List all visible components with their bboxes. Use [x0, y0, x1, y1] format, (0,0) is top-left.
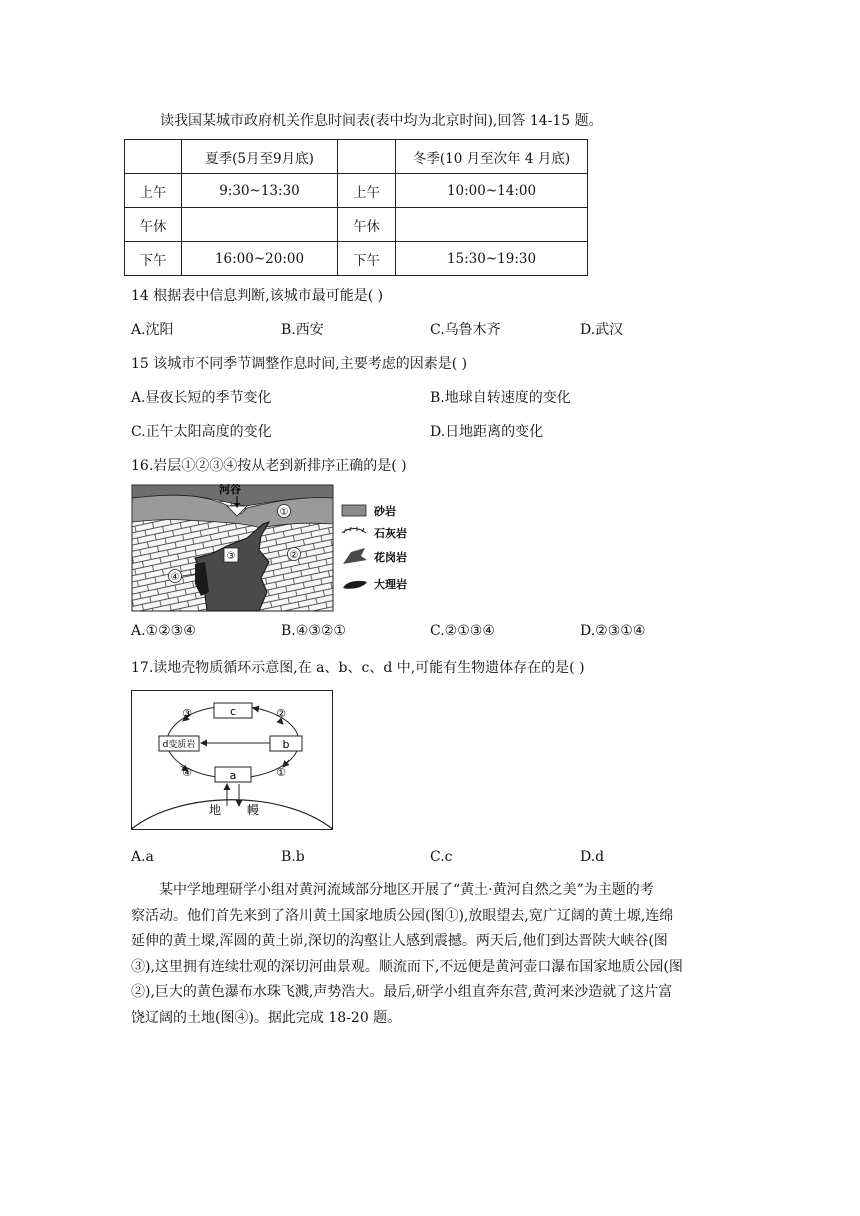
- question-14-stem: 14 根据表中信息判断,该城市最可能是( ): [131, 288, 384, 304]
- table-cell: 午休: [338, 208, 396, 242]
- box-d-label: d变质岩: [162, 740, 196, 750]
- earth-label-left: 地: [209, 803, 222, 817]
- question-17-stem: 17.读地壳物质循环示意图,在 a、b、c、d 中,可能有生物遗体存在的是( ): [131, 660, 585, 676]
- passage-line: ②),巨大的黄色瀑布水珠飞溅,声势浩大。最后,研学小组直奔东营,黄河来沙造就了这片富: [131, 984, 673, 1000]
- table-row: [125, 174, 588, 208]
- q14-option-c: C.乌鲁木齐: [430, 322, 501, 338]
- arrow-label-1: ①: [276, 766, 286, 779]
- q17-option-c: C.c: [430, 849, 453, 865]
- q17-option-a: A.a: [131, 849, 154, 865]
- table-cell: 上午: [125, 174, 182, 208]
- intro-text: 读我国某城市政府机关作息时间表(表中均为北京时间),回答 14-15 题。: [160, 113, 603, 129]
- table-cell: 上午: [338, 174, 396, 208]
- table-cell: 午休: [125, 208, 182, 242]
- q15-option-b: B.地球自转速度的变化: [430, 390, 571, 406]
- legend-swatch-granite: [343, 548, 367, 564]
- table-cell: [396, 208, 588, 242]
- q16-option-b: B.④③②①: [281, 623, 346, 639]
- legend-label: 花岗岩: [374, 551, 407, 564]
- question-16-stem: 16.岩层①②③④按从老到新排序正确的是( ): [131, 458, 407, 474]
- table-cell: [182, 208, 338, 242]
- question-15-stem: 15 该城市不同季节调整作息时间,主要考虑的因素是( ): [131, 356, 468, 372]
- box-b-label: b: [282, 738, 290, 751]
- reading-passage: [131, 878, 729, 1031]
- box-a-label: a: [229, 769, 237, 782]
- table-cell: 冬季(10 月至次年 4 月底): [396, 140, 588, 174]
- q14-option-d: D.武汉: [580, 322, 624, 338]
- table-cell: 下午: [338, 242, 396, 276]
- table-cell: 夏季(5月至9月底): [182, 140, 338, 174]
- q17-option-d: D.d: [580, 849, 605, 865]
- layer-label-2: ②: [289, 550, 299, 561]
- rock-cycle-figure: [131, 690, 333, 830]
- legend-label: 砂岩: [374, 505, 396, 518]
- q16-option-d: D.②③①④: [580, 623, 646, 639]
- layer-label-1: ①: [279, 507, 289, 518]
- legend-label: 石灰岩: [374, 527, 407, 540]
- passage-line: 延伸的黄土墚,浑圆的黄土峁,深切的沟壑让人感到震撼。两天后,他们到达晋陕大峡谷(图: [131, 933, 668, 949]
- rock-strata-figure: [131, 484, 423, 614]
- passage-line: ③),这里拥有连续壮观的深切河曲景观。顺流而下,不远便是黄河壶口瀑布国家地质公园(图: [131, 958, 683, 975]
- table-cell: 9:30~13:30: [182, 174, 338, 208]
- table-cell: 15:30~19:30: [396, 242, 588, 276]
- q15-option-d: D.日地距离的变化: [430, 424, 544, 440]
- box-c-label: c: [229, 705, 237, 718]
- table-row: [125, 208, 588, 242]
- q17-option-b: B.b: [281, 849, 305, 865]
- table-cell: [125, 140, 182, 174]
- legend-swatch-marble: [343, 581, 367, 589]
- passage-line: 某中学地理研学小组对黄河流域部分地区开展了“黄土·黄河自然之美”为主题的考: [159, 882, 654, 898]
- q14-option-b: B.西安: [281, 322, 324, 338]
- table-header-row: [125, 140, 588, 174]
- schedule-table: [124, 139, 588, 276]
- legend-swatch-limestone: [342, 527, 366, 533]
- q15-option-a: A.昼夜长短的季节变化: [131, 390, 272, 406]
- table-cell: 10:00~14:00: [396, 174, 588, 208]
- table-cell: 16:00~20:00: [182, 242, 338, 276]
- layer-label-4: ④: [170, 572, 180, 583]
- valley-label: 河谷: [219, 484, 241, 496]
- q14-option-a: A.沈阳: [131, 322, 174, 338]
- arrow-label-3: ③: [182, 707, 192, 720]
- earth-label-right: 幔: [247, 803, 260, 817]
- arrow-label-2: ②: [276, 707, 286, 720]
- legend-swatch-sandstone: [342, 505, 366, 516]
- q16-option-c: C.②①③④: [430, 623, 495, 639]
- table-row: [125, 242, 588, 276]
- table-cell: [338, 140, 396, 174]
- layer-label-3: ③: [226, 551, 236, 562]
- passage-line: 饶辽阔的土地(图④)。据此完成 18-20 题。: [131, 1009, 402, 1026]
- q15-option-c: C.正午太阳高度的变化: [131, 424, 272, 440]
- q16-option-a: A.①②③④: [131, 623, 196, 639]
- arrow-label-4: ④: [182, 766, 192, 779]
- table-cell: 下午: [125, 242, 182, 276]
- legend-label: 大理岩: [374, 578, 407, 591]
- passage-line: 察活动。他们首先来到了洛川黄土国家地质公园(图①),放眼望去,宽广辽阔的黄土塬,连绵: [131, 907, 674, 924]
